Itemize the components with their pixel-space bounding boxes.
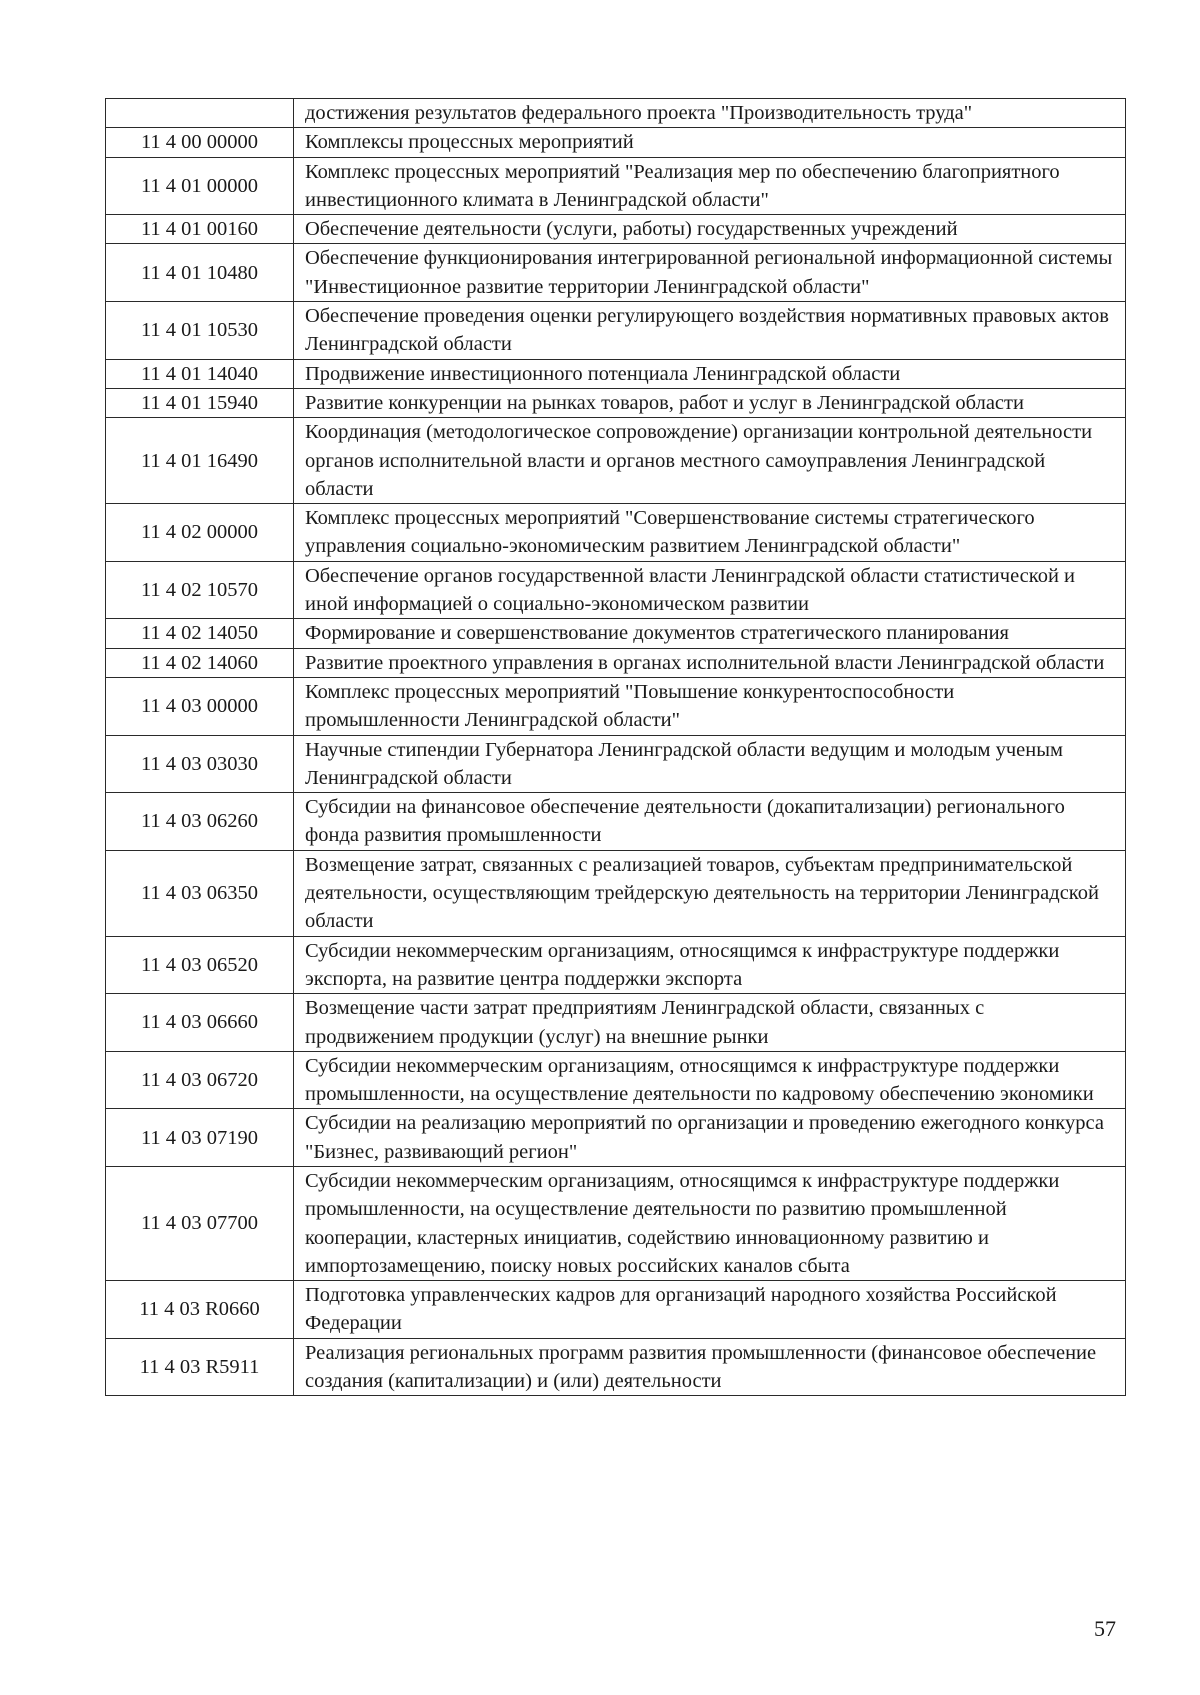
name-cell: Субсидии на финансовое обеспечение деятельности (докапитализации) регионального фонда развития промышленности [294,793,1126,851]
table-row [106,648,1126,677]
table-row [106,99,1126,128]
table-row [106,388,1126,417]
page-number: 57 [1094,1616,1116,1641]
table-row [106,561,1126,619]
table-row [106,504,1126,562]
table-row [106,850,1126,936]
code-cell: 11 4 03 06260 [106,793,294,851]
table-row [106,1338,1126,1396]
name-cell: Комплекс процессных мероприятий "Реализация мер по обеспечению благоприятного инвестиционного климата в Ленинградской области" [294,157,1126,215]
name-cell: Комплексы процессных мероприятий [294,128,1126,157]
code-cell: 11 4 01 10530 [106,302,294,360]
table-row [106,128,1126,157]
code-cell: 11 4 00 00000 [106,128,294,157]
name-cell: Комплекс процессных мероприятий "Повышение конкурентоспособности промышленности Ленинградской области" [294,677,1126,735]
table-row [106,302,1126,360]
code-cell: 11 4 02 14050 [106,619,294,648]
name-cell: Обеспечение функционирования интегрированной региональной информационной системы "Инвестиционное развитие территории Ленинградской области" [294,244,1126,302]
code-cell: 11 4 03 06720 [106,1051,294,1109]
code-cell: 11 4 02 00000 [106,504,294,562]
code-cell: 11 4 01 10480 [106,244,294,302]
name-cell: Субсидии некоммерческим организациям, относящимся к инфраструктуре поддержки экспорта, на развитие центра поддержки экспорта [294,936,1126,994]
code-cell: 11 4 03 07700 [106,1166,294,1280]
code-cell: 11 4 01 00160 [106,215,294,244]
code-cell: 11 4 01 00000 [106,157,294,215]
table-row [106,157,1126,215]
code-cell: 11 4 03 R5911 [106,1338,294,1396]
code-cell: 11 4 01 16490 [106,418,294,504]
code-cell: 11 4 01 14040 [106,359,294,388]
table-row [106,793,1126,851]
table-body [106,99,1126,1396]
name-cell: Реализация региональных программ развития промышленности (финансовое обеспечение создания (капитализации) и (или) деятельности [294,1338,1126,1396]
table-row [106,215,1126,244]
budget-classification-table-wrapper [105,98,1125,1396]
table-row [106,1051,1126,1109]
name-cell: Возмещение затрат, связанных с реализацией товаров, субъектам предпринимательской деятельности, осуществляющим трейдерскую деятельность на территории Ленинградской области [294,850,1126,936]
name-cell: Развитие проектного управления в органах исполнительной власти Ленинградской области [294,648,1126,677]
name-cell: Субсидии некоммерческим организациям, относящимся к инфраструктуре поддержки промышленности, на осуществление деятельности по развитию промышленной кооперации, кластерных инициатив, содействию инновационному развитию и импортозамещению, поиску новых российских каналов сбыта [294,1166,1126,1280]
table-row [106,677,1126,735]
name-cell: Подготовка управленческих кадров для организаций народного хозяйства Российской Федерации [294,1281,1126,1339]
table-row [106,1281,1126,1339]
name-cell: достижения результатов федерального проекта "Производительность труда" [294,99,1126,128]
name-cell: Комплекс процессных мероприятий "Совершенствование системы стратегического управления социально-экономическим развитием Ленинградской области" [294,504,1126,562]
code-cell: 11 4 02 10570 [106,561,294,619]
code-cell: 11 4 02 14060 [106,648,294,677]
code-cell: 11 4 03 07190 [106,1109,294,1167]
code-cell: 11 4 03 R0660 [106,1281,294,1339]
name-cell: Формирование и совершенствование документов стратегического планирования [294,619,1126,648]
name-cell: Обеспечение деятельности (услуги, работы) государственных учреждений [294,215,1126,244]
code-cell: 11 4 03 06520 [106,936,294,994]
code-cell [106,99,294,128]
name-cell: Обеспечение проведения оценки регулирующего воздействия нормативных правовых актов Ленинградской области [294,302,1126,360]
name-cell: Возмещение части затрат предприятиям Ленинградской области, связанных с продвижением продукции (услуг) на внешние рынки [294,994,1126,1052]
name-cell: Координация (методологическое сопровождение) организации контрольной деятельности органов исполнительной власти и органов местного самоуправления Ленинградской области [294,418,1126,504]
table-row [106,735,1126,793]
table-row [106,619,1126,648]
name-cell: Научные стипендии Губернатора Ленинградской области ведущим и молодым ученым Ленинградской области [294,735,1126,793]
budget-classification-table [105,98,1126,1396]
table-row [106,936,1126,994]
code-cell: 11 4 03 03030 [106,735,294,793]
table-row [106,418,1126,504]
name-cell: Развитие конкуренции на рынках товаров, работ и услуг в Ленинградской области [294,388,1126,417]
name-cell: Обеспечение органов государственной власти Ленинградской области статистической и иной информацией о социально-экономическом развитии [294,561,1126,619]
table-row [106,1109,1126,1167]
code-cell: 11 4 03 06660 [106,994,294,1052]
name-cell: Субсидии на реализацию мероприятий по организации и проведению ежегодного конкурса "Бизнес, развивающий регион" [294,1109,1126,1167]
code-cell: 11 4 01 15940 [106,388,294,417]
code-cell: 11 4 03 06350 [106,850,294,936]
table-row [106,994,1126,1052]
table-row [106,244,1126,302]
name-cell: Продвижение инвестиционного потенциала Ленинградской области [294,359,1126,388]
table-row [106,1166,1126,1280]
code-cell: 11 4 03 00000 [106,677,294,735]
name-cell: Субсидии некоммерческим организациям, относящимся к инфраструктуре поддержки промышленности, на осуществление деятельности по кадровому обеспечению экономики [294,1051,1126,1109]
table-row [106,359,1126,388]
